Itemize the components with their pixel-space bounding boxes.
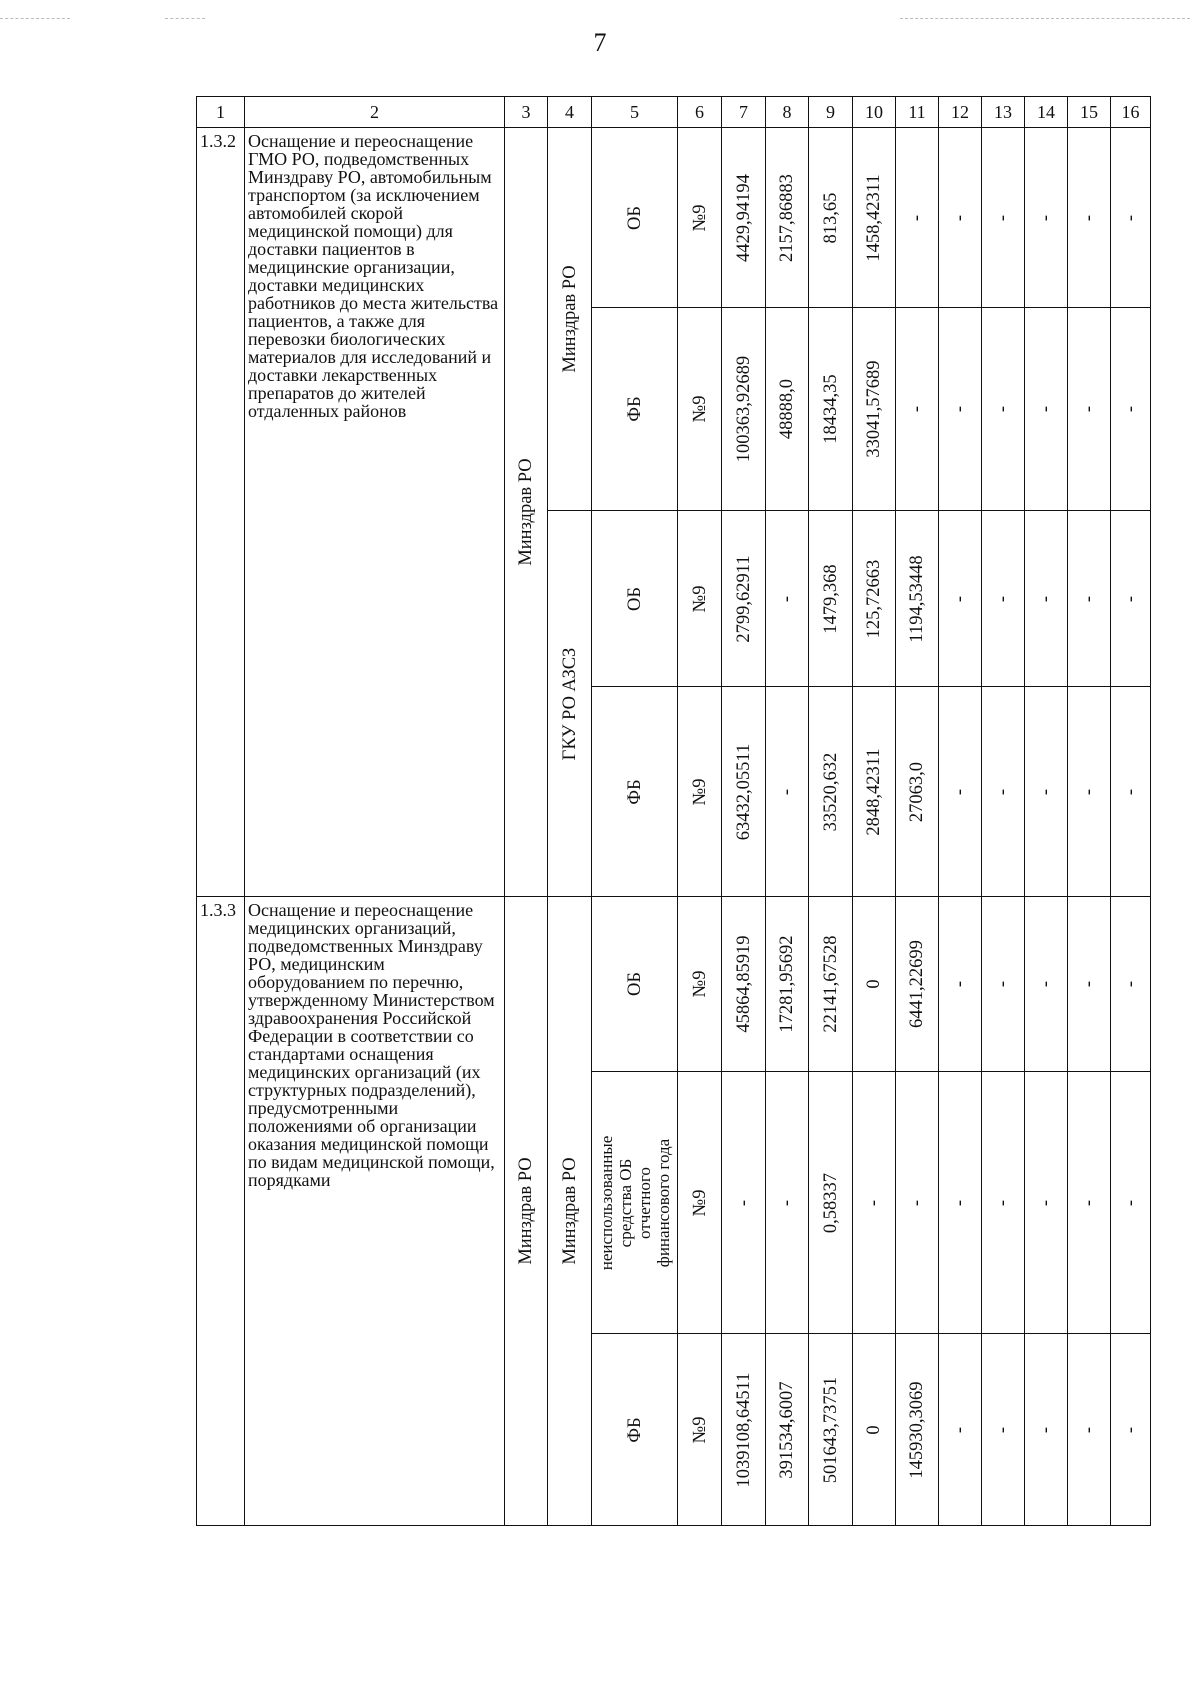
value-cell (766, 128, 809, 308)
executor-cell (548, 511, 592, 897)
executor-text: Минздрав РО (559, 265, 580, 373)
funding-source-cell (592, 897, 678, 1072)
column-header: 14 (1025, 97, 1068, 128)
value-cell (982, 1334, 1025, 1526)
value: - (950, 1199, 970, 1206)
column-header: 2 (245, 97, 505, 128)
value-cell (1025, 687, 1068, 897)
value: - (1036, 1426, 1056, 1433)
appendix-number: №9 (689, 395, 710, 423)
funding-source-cell (592, 128, 678, 308)
appendix-number: №9 (689, 1416, 710, 1443)
funding-source-cell (592, 1072, 678, 1334)
value-cell (982, 1072, 1025, 1334)
value: - (1079, 214, 1099, 221)
table-row (197, 128, 1151, 308)
appendix-cell (678, 511, 722, 687)
value-cell (896, 1334, 939, 1526)
value: - (907, 1199, 927, 1206)
value-cell (939, 897, 982, 1072)
value: 2799,62911 (733, 554, 754, 643)
value-cell (939, 1072, 982, 1334)
value-cell (1025, 511, 1068, 687)
value-cell (853, 1334, 896, 1526)
value: 48888,0 (777, 378, 797, 440)
executor-cell (548, 897, 592, 1526)
funding-source-cell (592, 687, 678, 897)
value-cell (1068, 308, 1111, 511)
column-number-row (197, 97, 1151, 128)
value: 2157,86883 (777, 173, 797, 262)
value-cell (766, 1334, 809, 1526)
value: - (1079, 980, 1099, 988)
value-cell (809, 128, 853, 308)
value: - (993, 595, 1013, 602)
value-cell (939, 511, 982, 687)
value: 27063,0 (907, 761, 927, 822)
appendix-number: №9 (689, 204, 710, 231)
funding-source-cell (592, 308, 678, 511)
value-cell (809, 687, 853, 897)
value: - (993, 1199, 1013, 1206)
value-cell (722, 308, 766, 511)
value: - (950, 405, 970, 413)
value: - (993, 214, 1013, 221)
responsible-cell (505, 897, 548, 1526)
value-cell (853, 897, 896, 1072)
value-cell (809, 308, 853, 511)
value-cell (939, 1334, 982, 1526)
value-cell (853, 687, 896, 897)
value: - (993, 980, 1013, 988)
value-cell (982, 128, 1025, 308)
value: - (777, 595, 797, 602)
value: - (1079, 1199, 1099, 1206)
column-header: 6 (678, 97, 722, 128)
section-code: 1.3.3 (197, 897, 245, 1526)
budget-table (196, 96, 1151, 1526)
value-cell (939, 128, 982, 308)
appendix-cell (678, 687, 722, 897)
value-cell (722, 897, 766, 1072)
value-cell (982, 308, 1025, 511)
value: - (1120, 788, 1141, 795)
value: 1194,53448 (907, 554, 927, 643)
column-header: 10 (853, 97, 896, 128)
value-cell (853, 1072, 896, 1334)
value: 145930,3069 (907, 1380, 927, 1479)
value: 1458,42311 (864, 173, 884, 262)
value-cell (896, 308, 939, 511)
value-cell (896, 687, 939, 897)
funding-source: ФБ (624, 778, 645, 805)
value: 63432,05511 (733, 743, 754, 840)
value-cell (722, 687, 766, 897)
appendix-cell (678, 897, 722, 1072)
funding-source: ФБ (624, 1416, 645, 1443)
column-header: 1 (197, 97, 245, 128)
funding-source-cell (592, 511, 678, 687)
executor-text: ГКУ РО АЗСЗ (559, 647, 580, 760)
value: - (907, 214, 927, 221)
value-cell (766, 687, 809, 897)
section-description: Оснащение и переоснащение ГМО РО, подведомственных Минздраву РО, автомобильным транспортом (за исключением автомобилей скорой медицинской помощи) для доставки пациентов в медицинские организации, доставки медицинских работников до места жительства пациентов, а также для перевозки биологических материалов для исследований и доставки лекарственных препаратов до жителей отдаленных районов (245, 128, 505, 897)
value-cell (766, 511, 809, 687)
value-cell (853, 128, 896, 308)
value-cell (1025, 128, 1068, 308)
responsible-text: Минздрав РО (516, 1157, 536, 1265)
value-cell (766, 1072, 809, 1334)
value-cell (1111, 1072, 1151, 1334)
value-cell (809, 897, 853, 1072)
value: - (1079, 595, 1099, 602)
value-cell (853, 511, 896, 687)
funding-source-cell (592, 1334, 678, 1526)
value: 33041,57689 (864, 360, 884, 458)
value: - (1036, 595, 1056, 602)
value-cell (1111, 897, 1151, 1072)
value-cell (853, 308, 896, 511)
value: - (1079, 405, 1099, 413)
value: - (1036, 788, 1056, 795)
value-cell (1111, 687, 1151, 897)
value-cell (982, 897, 1025, 1072)
column-header: 3 (505, 97, 548, 128)
value: - (864, 1199, 884, 1206)
value: 22141,67528 (820, 935, 841, 1033)
column-header: 5 (592, 97, 678, 128)
executor-cell (548, 128, 592, 511)
value: - (1079, 788, 1099, 795)
value-cell (1068, 1072, 1111, 1334)
value-cell (982, 687, 1025, 897)
column-header: 13 (982, 97, 1025, 128)
column-header: 4 (548, 97, 592, 128)
value: 6441,22699 (907, 940, 927, 1028)
value: - (907, 405, 927, 413)
responsible-text: Минздрав РО (516, 458, 536, 566)
appendix-number: №9 (689, 970, 710, 998)
value-cell (722, 1334, 766, 1526)
value: - (993, 1426, 1013, 1433)
scan-artifact-line (165, 18, 205, 19)
value-cell (1111, 128, 1151, 308)
value-cell (896, 897, 939, 1072)
value: - (1036, 405, 1056, 413)
scan-artifact-line (900, 18, 1190, 19)
value-cell (1068, 897, 1111, 1072)
value-cell (939, 687, 982, 897)
value: 33520,632 (820, 752, 841, 831)
value-cell (1025, 1072, 1068, 1334)
value-cell (982, 511, 1025, 687)
responsible-cell (505, 128, 548, 897)
section-code: 1.3.2 (197, 128, 245, 897)
value: - (777, 788, 797, 795)
value-cell (896, 511, 939, 687)
value-cell (1068, 1334, 1111, 1526)
value: 813,65 (820, 192, 841, 243)
value-cell (939, 308, 982, 511)
value: 0,58337 (820, 1172, 841, 1233)
funding-source: ОБ (624, 586, 645, 611)
value: - (733, 1199, 754, 1206)
value: - (950, 980, 970, 988)
value-cell (766, 308, 809, 511)
value-cell (1111, 511, 1151, 687)
value-cell (1068, 128, 1111, 308)
section-description: Оснащение и переоснащение медицинских организаций, подведомственных Минздраву РО, медицинским оборудованием по перечню, утвержденному Министерством здравоохранения Российской Федерации в соответствии со стандартами оснащения медицинских организаций (их структурных подразделений), предусмотренными положениями об организации оказания медицинской помощи по видам медицинской помощи, порядками (245, 897, 505, 1526)
value: - (777, 1199, 797, 1206)
value-cell (809, 1334, 853, 1526)
value: - (1120, 980, 1141, 988)
value: 2848,42311 (864, 747, 884, 836)
column-header: 11 (896, 97, 939, 128)
value: - (1120, 405, 1141, 413)
value-cell (809, 1072, 853, 1334)
appendix-number: №9 (689, 778, 710, 805)
value-cell (766, 897, 809, 1072)
value-cell (722, 511, 766, 687)
column-header: 7 (722, 97, 766, 128)
appendix-cell (678, 128, 722, 308)
column-header: 12 (939, 97, 982, 128)
value-cell (1111, 1334, 1151, 1526)
value-cell (1068, 511, 1111, 687)
value: - (1036, 1199, 1056, 1206)
value-cell (809, 511, 853, 687)
appendix-cell (678, 1072, 722, 1334)
page-number: 7 (593, 28, 607, 57)
value: - (950, 595, 970, 602)
value: 391534,6007 (777, 1380, 797, 1479)
value: 18434,35 (820, 374, 841, 444)
value-cell (1025, 897, 1068, 1072)
value: 125,72663 (864, 559, 884, 638)
scan-artifact-line (0, 18, 70, 19)
value: - (950, 788, 970, 795)
value: - (1079, 1426, 1099, 1433)
funding-source: ОБ (624, 205, 645, 230)
value: 4429,94194 (733, 173, 754, 262)
value: 0 (864, 979, 884, 989)
value: - (993, 788, 1013, 795)
value: 1039108,64511 (733, 1372, 754, 1487)
funding-source: ОБ (624, 972, 645, 996)
value-cell (1111, 308, 1151, 511)
value-cell (896, 128, 939, 308)
appendix-cell (678, 308, 722, 511)
funding-source: неиспользованные средства ОБ отчетного финансового года (596, 1135, 673, 1270)
value: - (993, 405, 1013, 413)
funding-source: ФБ (624, 396, 645, 422)
value: - (1120, 595, 1141, 602)
value: 100363,92689 (733, 355, 754, 463)
value: 1479,368 (820, 563, 841, 634)
value: - (1036, 214, 1056, 221)
value: - (950, 214, 970, 221)
column-header: 8 (766, 97, 809, 128)
value: 501643,73751 (820, 1376, 841, 1483)
appendix-number: №9 (689, 585, 710, 612)
value-cell (896, 1072, 939, 1334)
value-cell (1025, 1334, 1068, 1526)
column-header: 9 (809, 97, 853, 128)
value-cell (1068, 687, 1111, 897)
value: - (1120, 214, 1141, 221)
table-row (197, 897, 1151, 1072)
value: - (1120, 1426, 1141, 1433)
value: 45864,85919 (733, 935, 754, 1033)
value: 0 (864, 1424, 884, 1435)
value: - (1120, 1199, 1141, 1206)
appendix-number: №9 (689, 1189, 710, 1216)
column-header: 16 (1111, 97, 1151, 128)
value: - (1036, 980, 1056, 988)
value: 17281,95692 (777, 935, 797, 1033)
appendix-cell (678, 1334, 722, 1526)
column-header: 15 (1068, 97, 1111, 128)
executor-text: Минздрав РО (559, 1157, 580, 1265)
value-cell (1025, 308, 1068, 511)
value-cell (722, 1072, 766, 1334)
value-cell (722, 128, 766, 308)
value: - (950, 1426, 970, 1433)
